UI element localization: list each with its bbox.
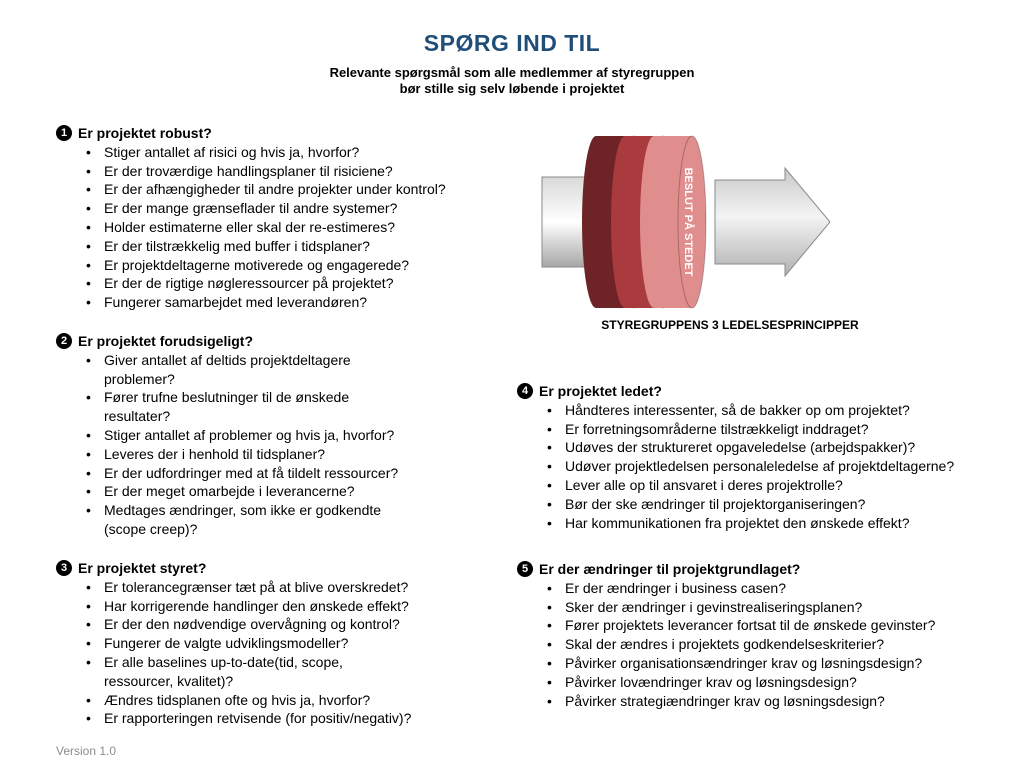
question-list [56, 351, 398, 539]
question-item: • Er der ændringer i business casen? [517, 579, 935, 598]
question-item: • Skal der ændres i projektets godkendelseskriterier? [517, 635, 935, 654]
question-list [56, 143, 446, 312]
question-item: • Fører projektets leverancer fortsat til de ønskede gevinster? [517, 616, 935, 635]
question-item: • Sker der ændringer i gevinstrealiseringsplanen? [517, 598, 935, 617]
section-styret [56, 559, 411, 728]
section-heading [517, 560, 935, 579]
section-heading-text: Er der ændringer til projektgrundlaget? [539, 561, 801, 577]
section-number-badge: 4 [517, 383, 533, 399]
question-item: • Holder estimaterne eller skal der re-estimeres? [56, 218, 446, 237]
question-item [56, 351, 398, 389]
question-line: problemer? [104, 370, 175, 387]
question-item: • Lever alle op til ansvaret i deres projektrolle? [517, 476, 954, 495]
question-item: • Er projektdeltagerne motiverede og engagerede? [56, 256, 446, 275]
section-heading-text: Er projektet robust? [78, 125, 212, 141]
question-item: • Leveres der i henhold til tidsplaner? [56, 445, 398, 464]
question-item [56, 388, 398, 426]
question-item: • Bør der ske ændringer til projektorganiseringen? [517, 495, 954, 514]
question-line: • Giver antallet af deltids projektdeltagere [104, 351, 351, 368]
section-heading-text: Er projektet styret? [78, 560, 207, 576]
question-list [517, 579, 935, 711]
question-item: • Er der afhængigheder til andre projekter under kontrol? [56, 180, 446, 199]
question-item: • Fungerer de valgte udviklingsmodeller? [56, 634, 411, 653]
section-number-badge: 2 [56, 333, 72, 349]
question-item: • Påvirker strategiændringer krav og løsningsdesign? [517, 692, 935, 711]
question-line: • Fører trufne beslutninger til de ønskede [104, 389, 350, 406]
question-line: (scope creep)? [104, 520, 198, 537]
subtitle-line-2: bør stille sig selv løbende i projektet [399, 81, 625, 96]
question-item [56, 501, 398, 539]
question-item: • Har korrigerende handlinger den ønskede effekt? [56, 597, 411, 616]
question-item: • Håndteres interessenter, så de bakker op om projektet? [517, 401, 954, 420]
section-heading [517, 382, 954, 401]
page-subtitle [0, 65, 1024, 97]
subtitle-line-1: Relevante spørgsmål som alle medlemmer af styregruppen [329, 65, 695, 80]
principle-label: BESLUT PÅ STEDET [682, 167, 695, 277]
section-forudsigeligt [56, 332, 398, 539]
question-item: • Fungerer samarbejdet med leverandøren? [56, 293, 446, 312]
section-number-badge: 3 [56, 560, 72, 576]
question-line: ressourcer, kvalitet)? [104, 672, 234, 689]
question-item: • Påvirker organisationsændringer krav og løsningsdesign? [517, 654, 935, 673]
section-ledet [517, 382, 954, 532]
section-projektgrundlag [517, 560, 935, 710]
question-line: • Er alle baselines up-to-date(tid, scope, [104, 653, 343, 670]
version-label: Version 1.0 [56, 744, 117, 758]
question-item: • Er der mange grænseflader til andre systemer? [56, 199, 446, 218]
graphic-caption: STYREGRUPPENS 3 LEDELSESPRINCIPPER [601, 318, 859, 332]
question-item: • Er der meget omarbejde i leverancerne? [56, 482, 398, 501]
question-item: • Har kommunikationen fra projektet den ønskede effekt? [517, 514, 954, 533]
section-heading [56, 559, 411, 578]
question-item: • Er der udfordringer med at få tildelt ressourcer? [56, 464, 398, 483]
question-item: • Er der troværdige handlingsplaner til risiciene? [56, 162, 446, 181]
page-title: SPØRG IND TIL [423, 30, 601, 56]
section-number-badge: 5 [517, 561, 533, 577]
question-item: • Påvirker lovændringer krav og løsningsdesign? [517, 673, 935, 692]
question-list [517, 401, 954, 533]
section-number-badge: 1 [56, 125, 72, 141]
question-item: • Er forretningsområderne tilstrækkeligt inddraget? [517, 420, 954, 439]
question-line: • Medtages ændringer, som ikke er godkendte [104, 502, 382, 519]
section-heading [56, 332, 398, 351]
question-list [56, 578, 411, 728]
question-line: resultater? [104, 408, 171, 425]
question-item: • Stiger antallet af problemer og hvis ja, hvorfor? [56, 426, 398, 445]
question-item [56, 653, 411, 691]
question-item: • Er der den nødvendige overvågning og kontrol? [56, 615, 411, 634]
question-item: • Er rapporteringen retvisende (for positiv/negativ)? [56, 709, 411, 728]
question-item: • Stiger antallet af risici og hvis ja, hvorfor? [56, 143, 446, 162]
question-item: • Udøver projektledelsen personaleledelse af projektdeltagerne? [517, 457, 954, 476]
arrow-head-shape [715, 168, 830, 276]
question-item: • Er der tilstrækkelig med buffer i tidsplaner? [56, 237, 446, 256]
question-item: • Ændres tidsplanen ofte og hvis ja, hvorfor? [56, 691, 411, 710]
section-heading-text: Er projektet forudsigeligt? [78, 333, 254, 349]
question-item: • Er der de rigtige nøgleressourcer på projektet? [56, 274, 446, 293]
section-heading [56, 124, 446, 143]
section-heading-text: Er projektet ledet? [539, 383, 662, 399]
question-item: • Udøves der struktureret opgaveledelse (arbejdspakker)? [517, 438, 954, 457]
question-item: • Er tolerancegrænser tæt på at blive overskredet? [56, 578, 411, 597]
principles-arrow-diagram [540, 130, 830, 315]
leadership-principles-graphic [540, 130, 830, 315]
section-robust [56, 124, 446, 312]
